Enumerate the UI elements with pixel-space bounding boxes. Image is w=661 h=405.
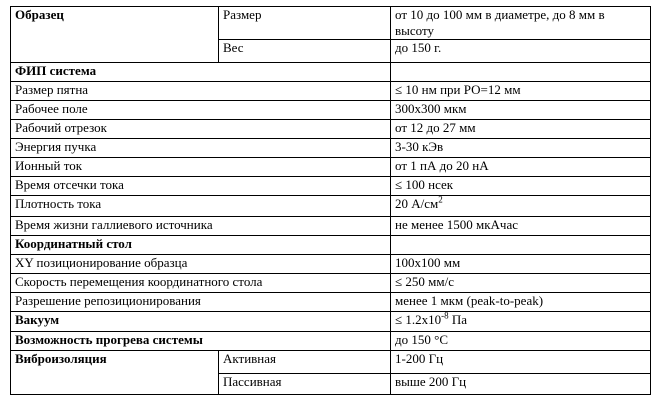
table-row bbox=[11, 255, 651, 274]
vibration-active-label: Активная bbox=[219, 351, 391, 374]
table-row bbox=[11, 120, 651, 139]
fib-row-label: Рабочее поле bbox=[11, 101, 391, 120]
table-row bbox=[11, 177, 651, 196]
fib-title: ФИП система bbox=[11, 63, 391, 82]
fib-row-value bbox=[391, 196, 651, 217]
vacuum-value bbox=[391, 312, 651, 332]
row-stage-header bbox=[11, 236, 651, 255]
table-row bbox=[11, 217, 651, 236]
table-row bbox=[11, 274, 651, 293]
stage-title: Координатный стол bbox=[11, 236, 391, 255]
row-vacuum bbox=[11, 312, 651, 332]
stage-row-value: 100х100 мм bbox=[391, 255, 651, 274]
fib-row-value: 300х300 мкм bbox=[391, 101, 651, 120]
fib-row-value: от 1 пА до 20 нА bbox=[391, 158, 651, 177]
table-row bbox=[11, 293, 651, 312]
table-row bbox=[11, 101, 651, 120]
vibration-passive-label: Пассивная bbox=[219, 374, 391, 395]
current-density-exponent: 2 bbox=[438, 195, 443, 205]
sample-size-value: от 10 до 100 мм в диаметре, до 8 мм в высоту bbox=[391, 7, 651, 40]
fib-row-value: от 12 до 27 мм bbox=[391, 120, 651, 139]
row-fib-header bbox=[11, 63, 651, 82]
vacuum-value-base: ≤ 1.2х10 bbox=[395, 312, 442, 327]
stage-row-value: менее 1 мкм (peak-to-peak) bbox=[391, 293, 651, 312]
fib-row-label: Время отсечки тока bbox=[11, 177, 391, 196]
vibration-title: Виброизоляция bbox=[11, 351, 219, 395]
row-vibration-active bbox=[11, 351, 651, 374]
stage-title-empty bbox=[391, 236, 651, 255]
fib-row-label: Ионный ток bbox=[11, 158, 391, 177]
fib-row-label: Плотность тока bbox=[11, 196, 391, 217]
spec-table bbox=[10, 6, 651, 395]
sample-size-label: Размер bbox=[219, 7, 391, 40]
table-row bbox=[11, 196, 651, 217]
fib-row-value: не менее 1500 мкАчас bbox=[391, 217, 651, 236]
vibration-active-value: 1-200 Гц bbox=[391, 351, 651, 374]
bakeout-value: до 150 °С bbox=[391, 332, 651, 351]
stage-row-label: XY позиционирование образца bbox=[11, 255, 391, 274]
row-bakeout bbox=[11, 332, 651, 351]
fib-row-label: Энергия пучка bbox=[11, 139, 391, 158]
bakeout-title: Возможность прогрева системы bbox=[11, 332, 391, 351]
vibration-passive-value: выше 200 Гц bbox=[391, 374, 651, 395]
stage-row-label: Скорость перемещения координатного стола bbox=[11, 274, 391, 293]
table-row bbox=[11, 158, 651, 177]
fib-row-value: ≤ 100 нсек bbox=[391, 177, 651, 196]
fib-row-label: Размер пятна bbox=[11, 82, 391, 101]
fib-row-label: Рабочий отрезок bbox=[11, 120, 391, 139]
fib-row-value: 3-30 кЭв bbox=[391, 139, 651, 158]
table-row bbox=[11, 82, 651, 101]
fib-title-empty bbox=[391, 63, 651, 82]
table-row bbox=[11, 139, 651, 158]
stage-row-label: Разрешение репозиционирования bbox=[11, 293, 391, 312]
row-sample-size bbox=[11, 7, 651, 40]
sample-title: Образец bbox=[11, 7, 219, 63]
fib-row-label: Время жизни галлиевого источника bbox=[11, 217, 391, 236]
vacuum-title: Вакуум bbox=[11, 312, 391, 332]
vacuum-unit: Па bbox=[448, 312, 468, 327]
current-density-value: 20 А/см bbox=[395, 196, 439, 211]
vacuum-exponent: -8 bbox=[441, 311, 449, 321]
sample-weight-value: до 150 г. bbox=[391, 40, 651, 63]
stage-row-value: ≤ 250 мм/с bbox=[391, 274, 651, 293]
sample-weight-label: Вес bbox=[219, 40, 391, 63]
fib-row-value: ≤ 10 нм при РО=12 мм bbox=[391, 82, 651, 101]
